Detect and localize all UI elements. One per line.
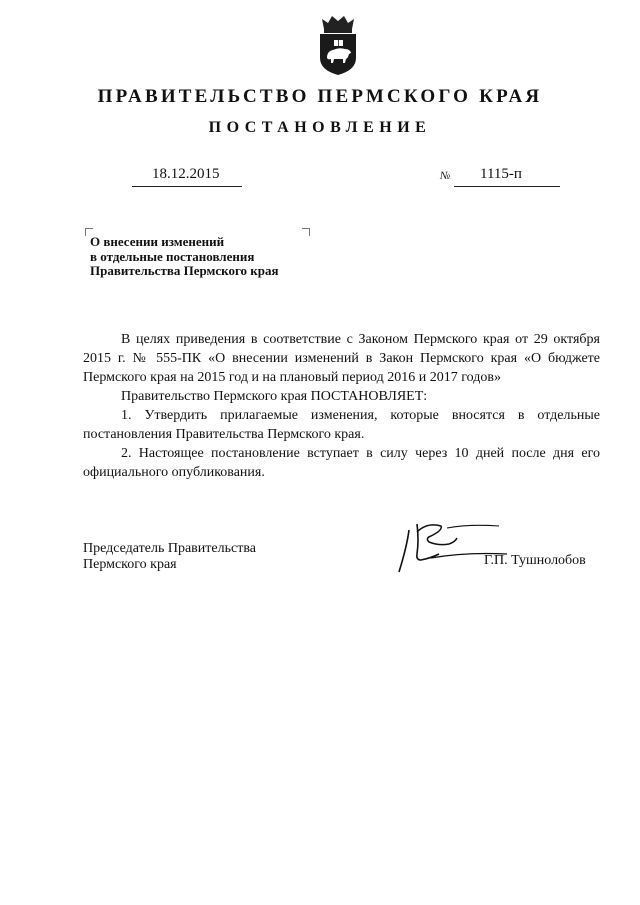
signer-title-line: Председатель Правительства xyxy=(83,541,256,556)
document-date: 18.12.2015 xyxy=(152,166,220,182)
subject-line: Правительства Пермского края xyxy=(90,263,279,278)
document-subject xyxy=(90,235,330,279)
signer-title xyxy=(83,541,256,572)
body-paragraph: 1. Утвердить прилагаемые изменения, которые вносятся в отдельные постановления Правительства Пермского края. xyxy=(83,408,600,442)
subject-line: в отдельные постановления xyxy=(90,248,255,264)
document-body xyxy=(83,330,600,482)
document-type: ПОСТАНОВЛЕНИЕ xyxy=(208,119,432,136)
number-field xyxy=(454,166,560,187)
coat-of-arms-icon xyxy=(314,14,362,76)
subject-line: О внесении изменений xyxy=(90,234,225,249)
number-sign: № xyxy=(440,170,451,182)
body-paragraph: В целях приведения в соответствие с Законом Пермского края от 29 октября 2015 г. № 555-ПК «О внесении изменений в Закон Пермского края «О бюджете Пермского края на 2015 год и на плановый период 2016 и 2017 годов» xyxy=(83,332,600,385)
signer-title-line: Пермского края xyxy=(83,556,177,572)
date-field xyxy=(132,166,242,187)
government-title: ПРАВИТЕЛЬСТВО ПЕРМСКОГО КРАЯ xyxy=(97,86,543,107)
body-paragraph: 2. Настоящее постановление вступает в силу через 10 дней после дня его официального опубликования. xyxy=(83,446,600,480)
body-paragraph: Правительство Пермского края ПОСТАНОВЛЯЕТ: xyxy=(121,389,428,404)
signer-name: Г.П. Тушнолобов xyxy=(484,553,586,568)
document-number: 1115-п xyxy=(480,166,522,182)
